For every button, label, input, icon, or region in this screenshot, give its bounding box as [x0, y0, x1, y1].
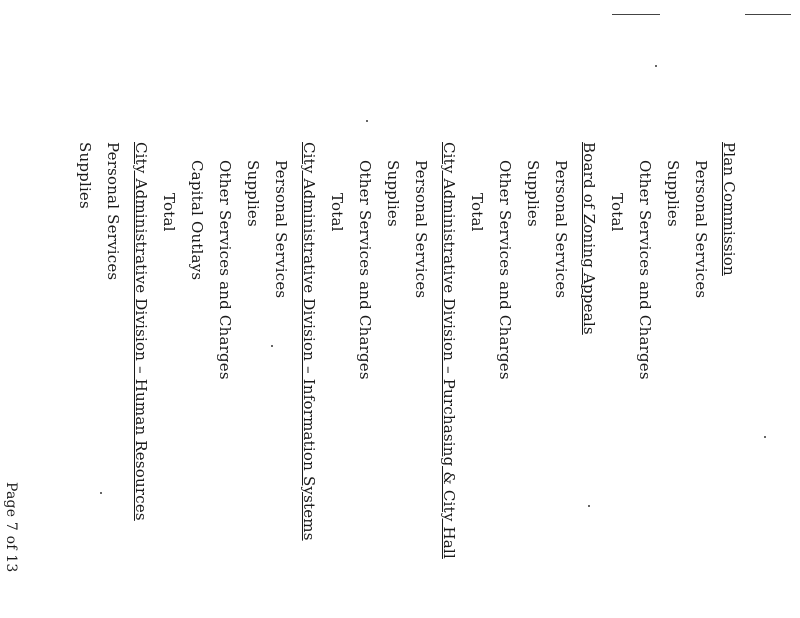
scan-mark [745, 14, 791, 15]
item-other-services-and-charges: Other Services and Charges [636, 160, 654, 380]
item-capital-outlays: Capital Outlays [188, 160, 206, 281]
item-personal-services: Personal Services [692, 160, 710, 299]
scan-speck [588, 505, 590, 507]
scan-speck [100, 492, 102, 494]
item-supplies: Supplies [524, 160, 542, 227]
item-personal-services: Personal Services [272, 160, 290, 299]
scan-speck [271, 345, 273, 347]
item-total: Total [608, 193, 626, 232]
item-supplies: Supplies [76, 142, 94, 209]
section-heading-purchasing-city-hall: City Administrative Division – Purchasing & City Hall [440, 142, 458, 559]
item-other-services-and-charges: Other Services and Charges [496, 160, 514, 380]
item-personal-services: Personal Services [104, 142, 122, 281]
item-personal-services: Personal Services [552, 160, 570, 299]
item-total: Total [328, 193, 346, 232]
scan-speck [764, 436, 766, 438]
section-heading-human-resources: City Administrative Division – Human Resources [132, 142, 150, 521]
item-other-services-and-charges: Other Services and Charges [356, 160, 374, 380]
scan-speck [366, 120, 368, 122]
section-heading-board-of-zoning-appeals: Board of Zoning Appeals [580, 142, 598, 335]
item-other-services-and-charges: Other Services and Charges [216, 160, 234, 380]
scan-mark [612, 14, 660, 15]
item-total: Total [160, 193, 178, 232]
section-heading-information-systems: City Administrative Division – Information Systems [300, 142, 318, 541]
item-supplies: Supplies [664, 160, 682, 227]
item-personal-services: Personal Services [412, 160, 430, 299]
item-total: Total [468, 193, 486, 232]
page-number: Page 7 of 13 [3, 482, 19, 573]
scan-speck [655, 65, 657, 67]
section-heading-plan-commission: Plan Commission [720, 142, 738, 276]
item-supplies: Supplies [384, 160, 402, 227]
item-supplies: Supplies [244, 160, 262, 227]
